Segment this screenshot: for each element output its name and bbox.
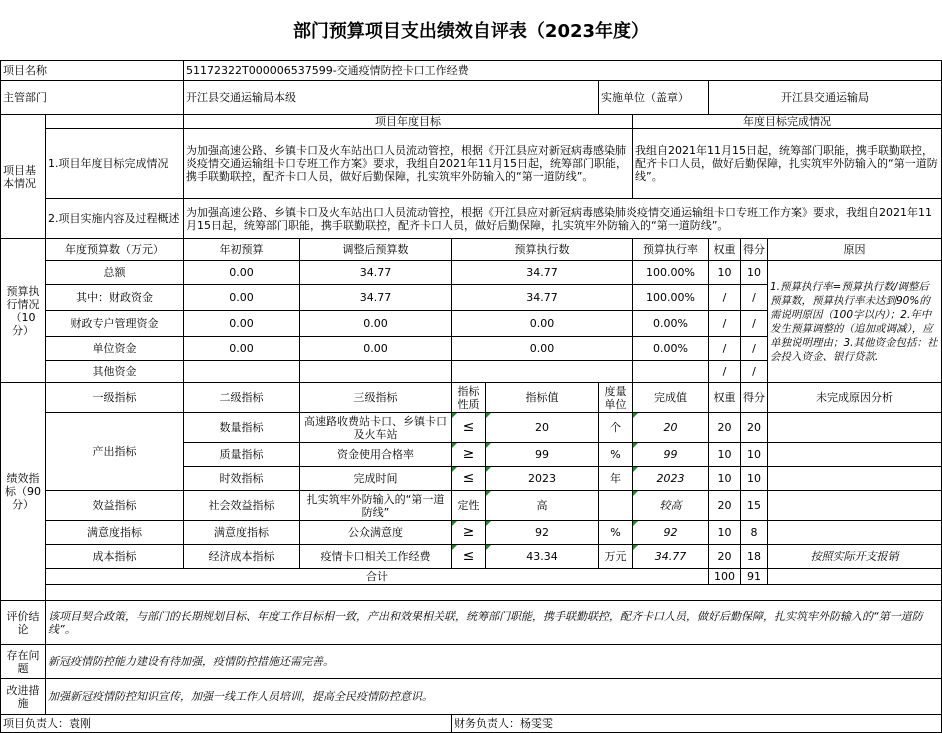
perf-value: 43.34: [486, 545, 599, 569]
budget-weight: 10: [709, 261, 741, 285]
perf-lvl2: 数量指标: [184, 413, 300, 443]
perf-lvl1: 产出指标: [46, 413, 184, 491]
budget-header-0: 年度预算数（万元）: [46, 239, 184, 261]
perf-score: 20: [741, 413, 768, 443]
dept-label: 主管部门: [1, 81, 184, 115]
issues-text: 新冠疫情防控能力建设有待加强，疫情防控措施还需完善。: [46, 645, 942, 679]
budget-row-label: 其中：财政资金: [46, 285, 184, 311]
perf-row: [1, 491, 942, 521]
perf-score: 10: [741, 443, 768, 467]
perf-lvl3: 资金使用合格率: [300, 443, 452, 467]
basic-row-2: [1, 199, 942, 239]
perf-done: 92: [633, 521, 709, 545]
perf-lvl2: 经济成本指标: [184, 545, 300, 569]
budget-header-5: 权重: [709, 239, 741, 261]
budget-score: /: [741, 337, 768, 361]
perf-weight: 10: [709, 467, 741, 491]
perf-header-9: 未完成原因分析: [768, 383, 942, 413]
perf-total-label: 合计: [46, 569, 709, 585]
perf-unit: 万元: [599, 545, 633, 569]
budget-executed: 34.77: [452, 285, 633, 311]
budget-adjusted: 0.00: [300, 311, 452, 337]
budget-section-label: 预算执行情况（10分）: [1, 239, 46, 383]
budget-header-7: 原因: [768, 239, 942, 261]
perf-nature: ≤: [452, 413, 486, 443]
budget-score: /: [741, 361, 768, 383]
basic-header-row: [1, 115, 942, 129]
budget-header-2: 调整后预算数: [300, 239, 452, 261]
budget-initial: [184, 361, 300, 383]
budget-rate: 0.00%: [633, 337, 709, 361]
perf-weight: 20: [709, 545, 741, 569]
perf-header-1: 二级指标: [184, 383, 300, 413]
perf-section-label: 绩效指标（90分）: [1, 383, 46, 601]
perf-header-0: 一级指标: [46, 383, 184, 413]
perf-unit: %: [599, 521, 633, 545]
perf-lvl2: 社会效益指标: [184, 491, 300, 521]
perf-header-row: [1, 383, 942, 413]
perf-lvl3: 高速路收费站卡口、乡镇卡口及火车站: [300, 413, 452, 443]
perf-value: 99: [486, 443, 599, 467]
perf-header-7: 权重: [709, 383, 741, 413]
perf-row: [1, 521, 942, 545]
evaluation-table: [0, 60, 942, 733]
perf-nature: ≥: [452, 443, 486, 467]
budget-executed: 0.00: [452, 337, 633, 361]
budget-row-label: 单位资金: [46, 337, 184, 361]
dept-value: 开江县交通运输局本级: [184, 81, 599, 115]
basic-row2-text: 为加强高速公路、乡镇卡口及火车站出口人员流动管控，根据《开江县应对新冠病毒感染肺炎疫情交通运输组卡口专班工作方案》要求，我组自2021年11月15日起，统筹部门职能，携手联勤联控，配齐卡口人员，做好后勤保障，扎实筑牢外防输入的“第一道防线”。: [184, 199, 942, 239]
perf-unit: 年: [599, 467, 633, 491]
perf-header-2: 三级指标: [300, 383, 452, 413]
budget-rate: 100.00%: [633, 261, 709, 285]
perf-reason: [768, 491, 942, 521]
budget-weight: /: [709, 337, 741, 361]
perf-score: 15: [741, 491, 768, 521]
perf-value: 20: [486, 413, 599, 443]
perf-header-5: 度量单位: [599, 383, 633, 413]
budget-rate: 100.00%: [633, 285, 709, 311]
budget-adjusted: [300, 361, 452, 383]
project-name-label: 项目名称: [1, 61, 184, 81]
perf-header-3: 指标性质: [452, 383, 486, 413]
basic-row1-done: 我组自2021年11月15日起，统筹部门职能，携手联勤联控，配齐卡口人员，做好后勤保障，扎实筑牢外防输入的“第一道防线”。: [633, 129, 942, 199]
perf-reason: [768, 413, 942, 443]
perf-score: 18: [741, 545, 768, 569]
perf-nature: ≥: [452, 521, 486, 545]
perf-lvl1: 满意度指标: [46, 521, 184, 545]
perf-unit: %: [599, 443, 633, 467]
impl-label: 实施单位（盖章）: [599, 81, 709, 115]
budget-adjusted: 34.77: [300, 261, 452, 285]
completion-header: 年度目标完成情况: [633, 115, 942, 129]
budget-header-row: [1, 239, 942, 261]
perf-lvl2: 质量指标: [184, 443, 300, 467]
perf-lvl2: 满意度指标: [184, 521, 300, 545]
project-name-row: [1, 61, 942, 81]
perf-weight: 20: [709, 413, 741, 443]
budget-reason: 1.预算执行率=预算执行数/调整后预算数，预算执行率未达到90%的需说明原因（100字以内）；2.年中发生预算调整的（追加或调减），应单独说明理由；3.其他资金包括：社会投入资金、银行贷款.: [768, 261, 942, 383]
finance-leader: 财务负责人：杨雯雯: [452, 715, 942, 733]
budget-row-label: 总额: [46, 261, 184, 285]
budget-initial: 0.00: [184, 285, 300, 311]
perf-reason: 按照实际开支报销: [768, 545, 942, 569]
budget-score: /: [741, 285, 768, 311]
goal-header: 项目年度目标: [184, 115, 633, 129]
perf-done: 99: [633, 443, 709, 467]
perf-lvl1: 效益指标: [46, 491, 184, 521]
perf-done: 34.77: [633, 545, 709, 569]
perf-weight: 10: [709, 443, 741, 467]
perf-header-4: 指标值: [486, 383, 599, 413]
budget-weight: /: [709, 361, 741, 383]
budget-adjusted: 0.00: [300, 337, 452, 361]
budget-executed: 0.00: [452, 311, 633, 337]
perf-reason: [768, 467, 942, 491]
perf-reason: [768, 443, 942, 467]
perf-nature: ≤: [452, 467, 486, 491]
budget-row-label: 其他资金: [46, 361, 184, 383]
issues-row: [1, 645, 942, 679]
perf-weight: 20: [709, 491, 741, 521]
budget-initial: 0.00: [184, 311, 300, 337]
perf-lvl3: 公众满意度: [300, 521, 452, 545]
perf-value: 高: [486, 491, 599, 521]
dept-row: [1, 81, 942, 115]
budget-initial: 0.00: [184, 337, 300, 361]
basic-row1-goal: 为加强高速公路、乡镇卡口及火车站出口人员流动管控，根据《开江县应对新冠病毒感染肺炎疫情交通运输组卡口专班工作方案》要求，我组自2021年11月15日起，统筹部门职能，携手联勤联控，配齐卡口人员，做好后勤保障，扎实筑牢外防输入的“第一道防线”。: [184, 129, 633, 199]
perf-header-6: 完成值: [633, 383, 709, 413]
conclusion-text: 该项目契合政策，与部门的长期规划目标、年度工作目标相一致，产出和效果相关联，统筹部门职能，携手联勤联控，配齐卡口人员，做好后勤保障，扎实筑牢外防输入的“第一道防线”。: [46, 601, 942, 645]
measures-label: 改进措施: [1, 679, 46, 715]
conclusion-row: [1, 601, 942, 645]
perf-unit: [599, 491, 633, 521]
perf-value: 92: [486, 521, 599, 545]
budget-rate: 0.00%: [633, 311, 709, 337]
project-name-value: 51172322T000006537599-交通疫情防控卡口工作经费: [184, 61, 942, 81]
perf-reason: [768, 521, 942, 545]
budget-header-1: 年初预算: [184, 239, 300, 261]
basic-section-label: 项目基本情况: [1, 115, 46, 239]
basic-row2-label: 2.项目实施内容及过程概述: [46, 199, 184, 239]
budget-header-4: 预算执行率: [633, 239, 709, 261]
impl-value: 开江县交通运输局: [709, 81, 942, 115]
project-leader: 项目负责人：袁刚: [1, 715, 452, 733]
budget-score: 10: [741, 261, 768, 285]
budget-executed: 34.77: [452, 261, 633, 285]
footer-row: [1, 715, 942, 733]
budget-score: /: [741, 311, 768, 337]
perf-lvl3: 完成时间: [300, 467, 452, 491]
basic-row-1: [1, 129, 942, 199]
perf-done: 20: [633, 413, 709, 443]
issues-label: 存在问题: [1, 645, 46, 679]
perf-lvl3: 扎实筑牢外防输入的“第一道防线”: [300, 491, 452, 521]
perf-total-row: [1, 569, 942, 585]
perf-value: 2023: [486, 467, 599, 491]
budget-header-3: 预算执行数: [452, 239, 633, 261]
perf-lvl3: 疫情卡口相关工作经费: [300, 545, 452, 569]
perf-row: [1, 413, 942, 443]
budget-initial: 0.00: [184, 261, 300, 285]
perf-nature: 定性: [452, 491, 486, 521]
perf-score: 10: [741, 467, 768, 491]
budget-row-label: 财政专户管理资金: [46, 311, 184, 337]
perf-done: 较高: [633, 491, 709, 521]
budget-weight: /: [709, 285, 741, 311]
perf-score: 8: [741, 521, 768, 545]
measures-row: [1, 679, 942, 715]
conclusion-label: 评价结论: [1, 601, 46, 645]
perf-total-weight: 100: [709, 569, 741, 585]
budget-executed: [452, 361, 633, 383]
perf-header-8: 得分: [741, 383, 768, 413]
budget-weight: /: [709, 311, 741, 337]
budget-header-6: 得分: [741, 239, 768, 261]
perf-weight: 10: [709, 521, 741, 545]
perf-spacer-row: [1, 585, 942, 601]
basic-row1-label: 1.项目年度目标完成情况: [46, 129, 184, 199]
measures-text: 加强新冠疫情防控知识宣传，加强一线工作人员培训，提高全民疫情防控意识。: [46, 679, 942, 715]
perf-done: 2023: [633, 467, 709, 491]
budget-rate: [633, 361, 709, 383]
perf-unit: 个: [599, 413, 633, 443]
perf-row: [1, 545, 942, 569]
perf-lvl2: 时效指标: [184, 467, 300, 491]
perf-total-score: 91: [741, 569, 768, 585]
page-title: 部门预算项目支出绩效自评表（2023年度）: [292, 21, 650, 42]
perf-lvl1: 成本指标: [46, 545, 184, 569]
budget-adjusted: 34.77: [300, 285, 452, 311]
perf-nature: ≤: [452, 545, 486, 569]
budget-row: [1, 261, 942, 285]
